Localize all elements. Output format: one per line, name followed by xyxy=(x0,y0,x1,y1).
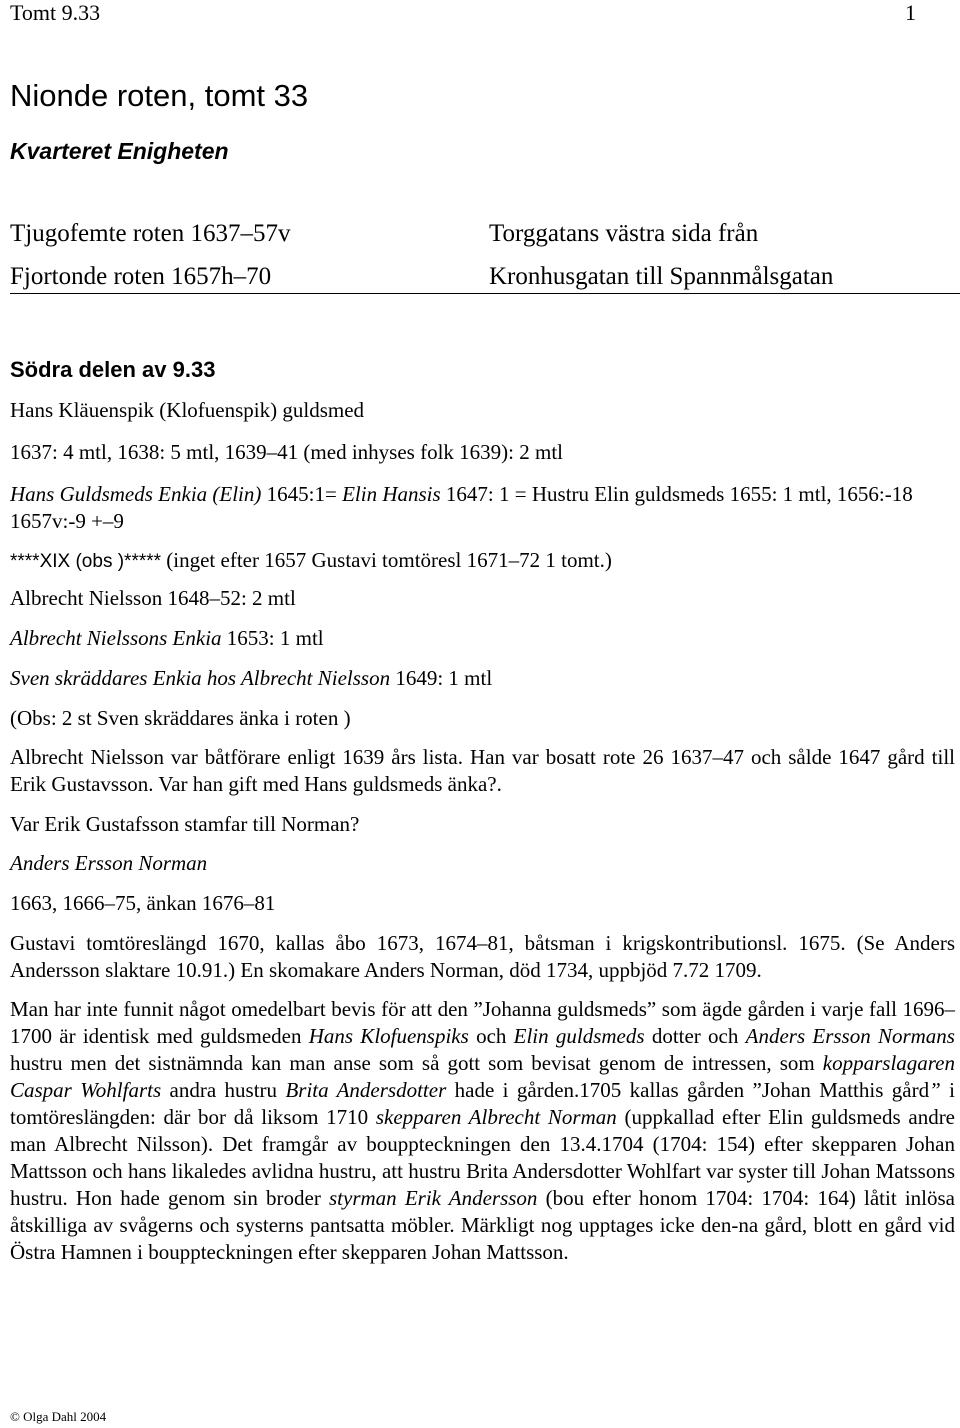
text-span: (inget efter 1657 Gustavi tomtöresl 1671–72 1 tomt.) xyxy=(161,548,612,572)
italic-name: Hans Klofuenspiks xyxy=(308,1024,469,1048)
text-span: (bou efter honom 1704: 1704: 164) låtit inlösa åtskilliga av svågerns och systerns pantsatta möbler. Märkligt nog upptages icke den-na gård, blott en gård vid Östra Hamnen i bouppteckningen efter skepparen Johan Mattsson. xyxy=(10,1186,955,1264)
text-line xyxy=(10,625,950,652)
text-span: dotter och xyxy=(644,1024,746,1048)
text-span: 1653: 1 mtl xyxy=(221,626,324,650)
italic-name: Elin guldsmeds xyxy=(513,1024,645,1048)
italic-name: Anders Ersson Normans xyxy=(745,1024,955,1048)
text-span: och xyxy=(468,1024,514,1048)
text-span: i tomtöreslängden: där bor då liksom 1710 xyxy=(10,1078,955,1129)
italic-quote: ” xyxy=(929,1078,941,1102)
main-paragraph xyxy=(10,996,955,1266)
text-span: hustru men det sistnämnda kan man anse som så gott som bevisat genom de intressen, som xyxy=(10,1051,823,1075)
rote-right-line-2: Kronhusgatan till Spannmålsgatan xyxy=(489,263,834,290)
section-title: Södra delen av 9.33 xyxy=(10,357,216,382)
italic-name: Sven skräddares Enkia hos Albrecht Nielsson xyxy=(10,666,391,690)
text-line xyxy=(10,481,955,535)
page-title: Nionde roten, tomt 33 xyxy=(10,78,309,113)
text-line: Albrecht Nielsson 1648–52: 2 mtl xyxy=(10,586,296,610)
text-line xyxy=(10,665,950,692)
text-span: Man har inte funnit något omedelbart bevis för att den ”Johanna guldsmeds” som ägde gården i varje fall 1696–1700 är identisk med guldsmeden xyxy=(10,997,955,1048)
obs-marker: ****XIX (obs )***** xyxy=(10,551,162,572)
rote-left-line-1: Tjugofemte roten 1637–57v xyxy=(10,220,291,247)
italic-name: kopparslagaren Caspar Wohlfarts xyxy=(10,1051,955,1102)
text-span: andra hustru xyxy=(161,1078,286,1102)
italic-name: Brita Andersdotter xyxy=(285,1078,447,1102)
text-line xyxy=(10,850,950,877)
text-span: (uppkallad efter Elin guldsmeds andre man Albrecht Nilsson). Det framgår av bouppteckningen den 13.4.1704 (1704: 154) efter skepparen Johan Mattsson och hans likaledes avlidna hustru, att hustru Brita Andersdotter Wohlfart var syster till Johan Matssons hustru. Hon hade genom sin broder xyxy=(10,1105,956,1210)
text-line: 1663, 1666–75, änkan 1676–81 xyxy=(10,891,276,915)
italic-name: styrman Erik Andersson xyxy=(329,1186,538,1210)
text-paragraph: Gustavi tomtöreslängd 1670, kallas åbo 1673, 1674–81, båtsman i krigskontributionsl. 1675. (Se Anders Andersson slaktare 10.91.) En skomakare Anders Norman, död 1734, uppbjöd 7.72 1709. xyxy=(10,931,955,982)
rote-left-line-2: Fjortonde roten 1657h–70 xyxy=(10,263,272,290)
text-span: 1645:1= xyxy=(261,482,343,506)
italic-name: Elin Hansis xyxy=(342,482,441,506)
text-span: 1649: 1 mtl xyxy=(390,666,493,690)
text-line xyxy=(10,547,950,575)
text-span: 1647: 1 = Hustru Elin guldsmeds 1655: 1 mtl, 1656:-18 1657v:-9 +–9 xyxy=(10,482,913,533)
text-paragraph: Albrecht Nielsson var båtförare enligt 1639 års lista. Han var bosatt rote 26 1637–47 och sålde 1647 gård till Erik Gustavsson. Var han gift med Hans guldsmeds änka?. xyxy=(10,745,955,796)
text-line: 1637: 4 mtl, 1638: 5 mtl, 1639–41 (med inhyses folk 1639): 2 mtl xyxy=(10,440,563,464)
rote-right-line-1: Torggatans västra sida från xyxy=(489,220,759,247)
text-line: Hans Kläuenspik (Klofuenspik) guldsmed xyxy=(10,398,365,422)
running-header-title: Tomt 9.33 xyxy=(10,0,101,25)
divider-rule xyxy=(10,293,960,294)
italic-name: Hans Guldsmeds Enkia (Elin) xyxy=(10,482,262,506)
italic-name: Anders Ersson Norman xyxy=(10,851,208,875)
text-span: hade i gården.1705 kallas gården ”Johan Matthis gård xyxy=(446,1078,930,1102)
italic-name: Albrecht Nielssons Enkia xyxy=(10,626,222,650)
copyright-footer: © Olga Dahl 2004 xyxy=(10,1409,107,1424)
italic-name: skepparen Albrecht Norman xyxy=(375,1105,617,1129)
text-line: Var Erik Gustafsson stamfar till Norman? xyxy=(10,812,360,836)
page-subtitle: Kvarteret Enigheten xyxy=(10,138,229,164)
page-number: 1 xyxy=(905,0,916,25)
text-line: (Obs: 2 st Sven skräddares änka i roten ) xyxy=(10,706,351,730)
